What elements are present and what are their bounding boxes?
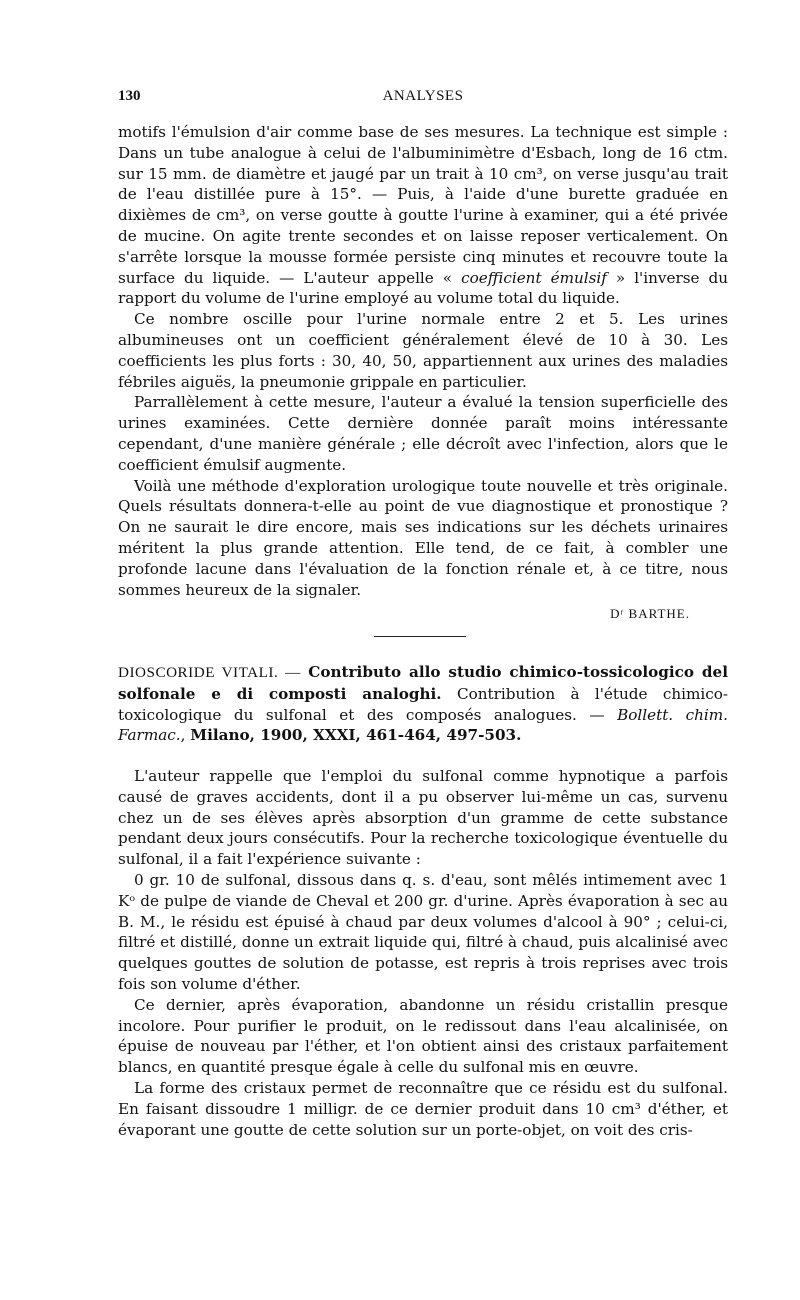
paragraph: 0 gr. 10 de sulfonal, dissous dans q. s. d'eau, sont mêlés intimement avec 1 Kᵒ de pulpe de viande de Cheval et 200 gr. d'urine. Après évaporation à sec au B. M., le résidu est épuisé à chaud par deux volumes d'alcool à 90° ; celui-ci, filtré et distillé, donne un extrait liquide qui, filtré à chaud, puis alcalinisé avec quelques gouttes de solution de potasse, est repris à trois reprises avec trois fois son volume d'éther. [118, 870, 728, 993]
reference-journal: Bollett. chim. Farmac. [118, 705, 729, 745]
section-divider [374, 636, 466, 637]
reference-title: Contributo allo studio chimico-tossicologico del solfonale e di composti analoghi. [118, 663, 728, 703]
paragraph: Ce dernier, après évaporation, abandonne un résidu cristallin presque incolore. Pour purifier le produit, on le redissout dans l'eau alcalinisée, on épuise de nouveau par l'éther, et l'on obtient ainsi des cristaux parfaitement blancs, en quantité presque égale à celle du sulfonal mis en œuvre. [118, 995, 728, 1077]
reference-details: Milano, 1900, XXXI, 461-464, 497-503. [190, 726, 522, 745]
author-signature: Dʳ BARTHE. [610, 606, 690, 621]
reference-authors: DIOSCORIDE VITALI. — [118, 664, 301, 681]
emphasis-term: coefficient émulsif [461, 268, 607, 287]
reference-translation: Contribution à l'étude chimico-toxicologique du sulfonal et des composés analogues. — [118, 684, 729, 724]
running-head: ANALYSES [382, 88, 464, 104]
paragraph: motifs l'émulsion d'air comme base de ses mesures. La technique est simple : Dans un tube analogue à celui de l'albuminimètre d'Esbach, long de 16 ctm. sur 15 mm. de diamètre et jaugé par un trait à 10 cm³, on verse jusqu'au trait de l'eau distillée pure à 15°. — Puis, à l'aide d'une burette graduée en dixièmes de cm³, on verse goutte à goutte l'urine à examiner, qui a été privée de mucine. On agite trente secondes et on laisse reposer verticalement. On s'arrête lorsque la mousse formée persiste cinq minutes et recouvre toute la surface du liquide. — L'auteur appelle « coefficient émulsif » l'inverse du rapport du volume de l'urine employé au volume total du liquide. [118, 123, 728, 308]
reference-citation: DIOSCORIDE VITALI. — Contributo allo studio chimico-tossicologico del solfonale e di composti analoghi. Contribution à l'étude chimico-toxicologique du sulfonal et des composés analogues. — Bollett. chim. Farmac., Milano, 1900, XXXI, 461-464, 497-503. [118, 663, 729, 745]
review-barthe [118, 122, 728, 600]
page-header [118, 88, 728, 110]
reference-header [118, 662, 728, 746]
paragraph: Ce nombre oscille pour l'urine normale entre 2 et 5. Les urines albumineuses ont un coefficient généralement élevé de 10 à 30. Les coefficients les plus forts : 30, 40, 50, appartiennent aux urines des maladies fébriles aiguës, la pneumonie grippale en particulier. [118, 310, 728, 391]
paragraph: L'auteur rappelle que l'emploi du sulfonal comme hypnotique a parfois causé de graves accidents, dont il a pu observer lui-même un cas, survenu chez un de ses élèves après absorption d'un gramme de cette substance pendant deux jours consécutifs. Pour la recherche toxicologique éventuelle du sulfonal, il a fait l'expérience suivante : [118, 767, 728, 869]
paragraph: La forme des cristaux permet de reconnaître que ce résidu est du sulfonal. En faisant dissoudre 1 milligr. de ce dernier produit dans 10 cm³ d'éther, et évaporant une goutte de cette solution sur un porte-objet, on voit des cris- [118, 1078, 728, 1139]
page-number: 130 [118, 88, 141, 104]
paragraph: Voilà une méthode d'exploration urologique toute nouvelle et très originale. Quels résultats donnera-t-elle au point de vue diagnostique et pronostique ? On ne saurait le dire encore, mais ses indications sur les déchets urinaires méritent la plus grande attention. Elle tend, de ce fait, à combler une profonde lacune dans l'évaluation de la fonction rénale et, à ce titre, nous sommes heureux de la signaler. [118, 476, 728, 599]
review-vitali [118, 766, 728, 1140]
paragraph: Parrallèlement à cette mesure, l'auteur a évalué la tension superficielle des urines examinées. Cette dernière donnée paraît moins intéressante cependant, d'une manière générale ; elle décroît avec l'infection, alors que le coefficient émulsif augmente. [118, 393, 728, 474]
